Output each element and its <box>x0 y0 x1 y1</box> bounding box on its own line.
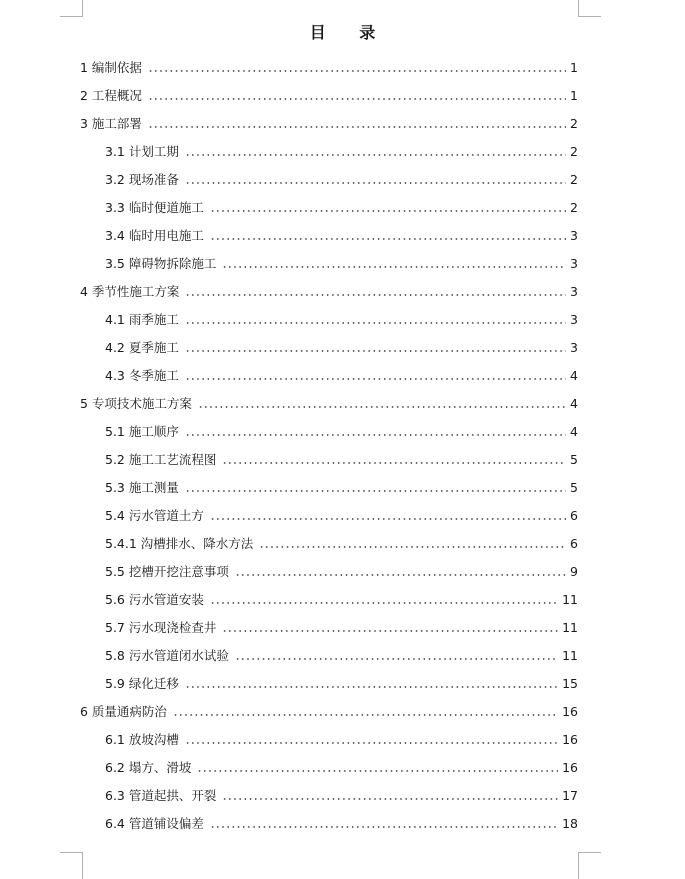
toc-entry-label: 4.2 夏季施工 <box>105 340 179 355</box>
toc-entry-page-number: 3 <box>570 339 578 355</box>
toc-entry-page-number: 6 <box>570 535 578 551</box>
dot-leader <box>185 378 566 380</box>
page-title: 目 录 <box>309 23 390 42</box>
toc-entry-label: 5.6 污水管道安装 <box>105 592 204 607</box>
toc-entry[interactable] <box>105 641 578 669</box>
toc-entry-label: 6 质量通病防治 <box>80 704 167 719</box>
toc-entry[interactable] <box>105 725 578 753</box>
dot-leader <box>197 770 558 772</box>
toc-entry-label: 5.4 污水管道土方 <box>105 508 204 523</box>
toc-entry[interactable] <box>80 53 578 81</box>
dot-leader <box>198 406 566 408</box>
dot-leader <box>185 742 558 744</box>
toc-entry[interactable] <box>105 137 578 165</box>
toc-entry[interactable] <box>105 585 578 613</box>
page-corner-mark-top-right <box>578 0 601 17</box>
dot-leader <box>210 210 566 212</box>
toc-entry-page-number: 16 <box>562 759 578 775</box>
page-corner-mark-bottom-left <box>60 852 83 879</box>
toc-entry-label: 3 施工部署 <box>80 116 142 131</box>
toc-entry-label: 3.5 障碍物拆除施工 <box>105 256 217 271</box>
toc-entry[interactable] <box>80 277 578 305</box>
dot-leader <box>210 602 558 604</box>
toc-entry-page-number: 15 <box>562 675 578 691</box>
toc-entry[interactable] <box>105 529 578 557</box>
toc-entry-page-number: 16 <box>562 731 578 747</box>
toc-entry-label: 5.8 污水管道闭水试验 <box>105 648 229 663</box>
toc-entry-page-number: 4 <box>570 423 578 439</box>
toc-entry[interactable] <box>105 221 578 249</box>
toc-entry-page-number: 2 <box>570 171 578 187</box>
toc-entry-page-number: 17 <box>562 787 578 803</box>
dot-leader <box>148 98 566 100</box>
toc-entry-page-number: 4 <box>570 395 578 411</box>
toc-entry-page-number: 1 <box>570 87 578 103</box>
toc-entry-label: 4.1 雨季施工 <box>105 312 179 327</box>
toc-entry[interactable] <box>105 165 578 193</box>
toc-entry-page-number: 3 <box>570 283 578 299</box>
toc-entry-label: 4.3 冬季施工 <box>105 368 179 383</box>
toc-entry-label: 6.3 管道起拱、开裂 <box>105 788 217 803</box>
toc-entry-label: 1 编制依据 <box>80 60 142 75</box>
toc-entry-page-number: 11 <box>562 619 578 635</box>
dot-leader <box>235 574 566 576</box>
toc-entry[interactable] <box>105 557 578 585</box>
toc-entry-label: 5.1 施工顺序 <box>105 424 179 439</box>
toc-entry-label: 3.4 临时用电施工 <box>105 228 204 243</box>
toc-entry-label: 6.1 放坡沟槽 <box>105 732 179 747</box>
dot-leader <box>222 630 558 632</box>
toc-entry-label: 3.2 现场准备 <box>105 172 179 187</box>
toc-entry[interactable] <box>105 249 578 277</box>
dot-leader <box>148 126 566 128</box>
dot-leader <box>222 462 566 464</box>
page-corner-mark-bottom-right <box>578 852 601 879</box>
dot-leader <box>210 518 566 520</box>
toc-entry-label: 4 季节性施工方案 <box>80 284 180 299</box>
toc-entry-page-number: 16 <box>562 703 578 719</box>
toc-entry[interactable] <box>80 81 578 109</box>
toc-entry[interactable] <box>105 193 578 221</box>
toc-entry-label: 5.5 挖槽开挖注意事项 <box>105 564 229 579</box>
toc-entry-page-number: 1 <box>570 59 578 75</box>
toc-entry[interactable] <box>105 333 578 361</box>
dot-leader <box>222 266 566 268</box>
toc-entry-page-number: 3 <box>570 227 578 243</box>
toc-entry[interactable] <box>105 781 578 809</box>
toc-entry-page-number: 18 <box>562 815 578 831</box>
toc-entry-page-number: 11 <box>562 647 578 663</box>
toc-entry-page-number: 3 <box>570 311 578 327</box>
toc-entry-page-number: 2 <box>570 199 578 215</box>
dot-leader <box>185 490 566 492</box>
toc-entry-label: 5.4.1 沟槽排水、降水方法 <box>105 536 254 551</box>
toc-entry-label: 6.4 管道铺设偏差 <box>105 816 204 831</box>
page-corner-mark-top-left <box>60 0 83 17</box>
toc-entry-label: 6.2 塌方、滑坡 <box>105 760 192 775</box>
toc-entry-page-number: 5 <box>570 479 578 495</box>
toc-entry-label: 3.3 临时便道施工 <box>105 200 204 215</box>
toc-entry-label: 5.9 绿化迁移 <box>105 676 179 691</box>
dot-leader <box>210 826 558 828</box>
toc-entry[interactable] <box>105 809 578 837</box>
dot-leader <box>235 658 558 660</box>
toc-entry[interactable] <box>80 389 578 417</box>
toc-entry-label: 5.7 污水现浇检查井 <box>105 620 217 635</box>
toc-entry-label: 2 工程概况 <box>80 88 142 103</box>
toc-entry[interactable] <box>105 613 578 641</box>
dot-leader <box>148 70 566 72</box>
toc-entry-label: 5.3 施工测量 <box>105 480 179 495</box>
toc-entry-page-number: 6 <box>570 507 578 523</box>
toc-entry-label: 5 专项技术施工方案 <box>80 396 192 411</box>
toc-entry[interactable] <box>105 305 578 333</box>
toc-entry-page-number: 2 <box>570 115 578 131</box>
toc-entry[interactable] <box>80 697 578 725</box>
toc-entry[interactable] <box>105 417 578 445</box>
toc-entry[interactable] <box>105 501 578 529</box>
dot-leader <box>185 434 566 436</box>
toc-entry[interactable] <box>105 753 578 781</box>
toc-entry-page-number: 5 <box>570 451 578 467</box>
dot-leader <box>222 798 558 800</box>
toc-entry-page-number: 3 <box>570 255 578 271</box>
toc-entry[interactable] <box>105 445 578 473</box>
dot-leader <box>185 686 558 688</box>
dot-leader <box>259 546 566 548</box>
toc-entry-label: 3.1 计划工期 <box>105 144 179 159</box>
toc-entry-page-number: 2 <box>570 143 578 159</box>
toc-entry-page-number: 4 <box>570 367 578 383</box>
dot-leader <box>185 350 566 352</box>
dot-leader <box>185 154 566 156</box>
dot-leader <box>185 294 566 296</box>
dot-leader <box>185 322 566 324</box>
toc-entry-page-number: 9 <box>570 563 578 579</box>
toc-entry-label: 5.2 施工工艺流程图 <box>105 452 217 467</box>
toc-entry[interactable] <box>105 669 578 697</box>
toc-entry[interactable] <box>105 473 578 501</box>
dot-leader <box>173 714 558 716</box>
toc-entry[interactable] <box>105 361 578 389</box>
toc-entry[interactable] <box>80 109 578 137</box>
dot-leader <box>210 238 566 240</box>
dot-leader <box>185 182 566 184</box>
toc-entry-page-number: 11 <box>562 591 578 607</box>
